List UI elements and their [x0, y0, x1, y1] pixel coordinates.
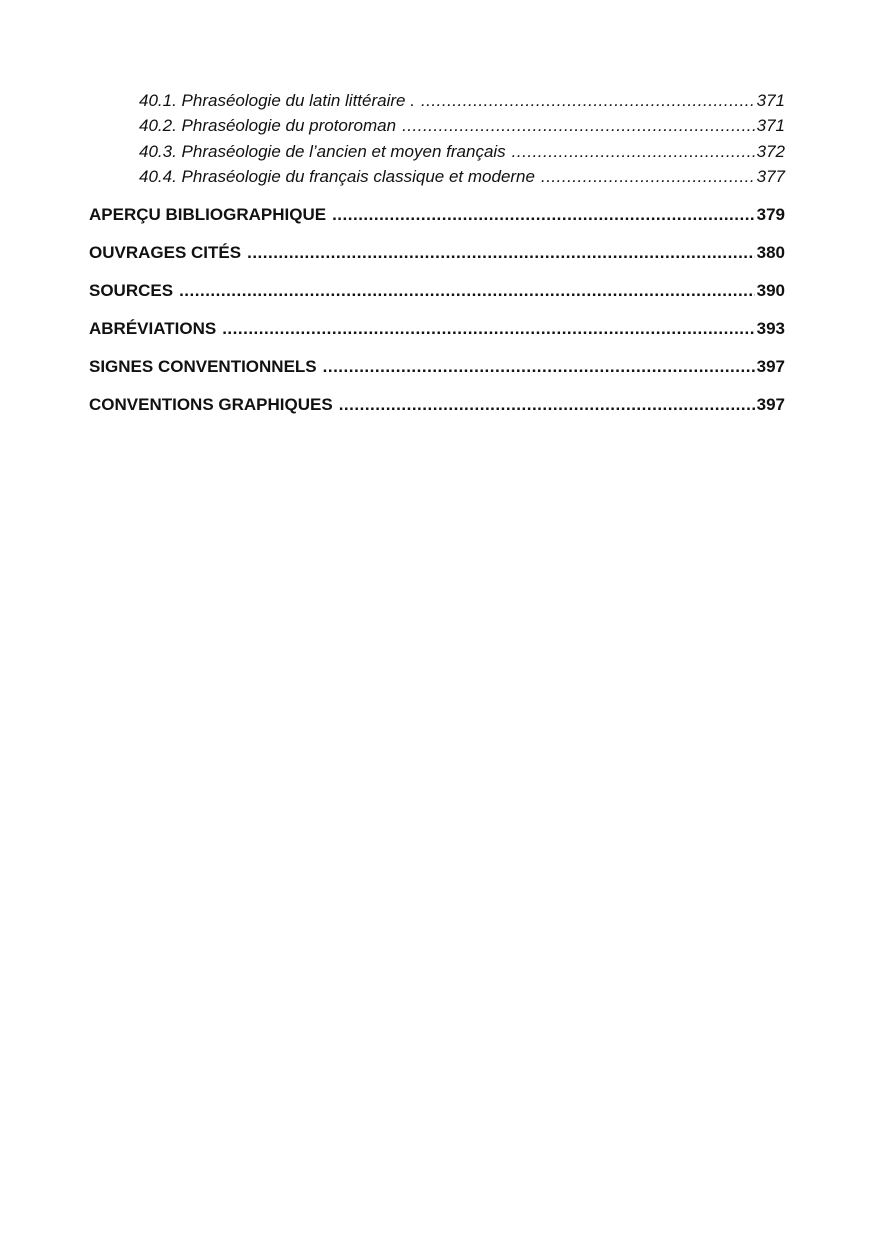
- dot-leader: [512, 139, 755, 164]
- toc-entry-title: SOURCES: [89, 281, 174, 301]
- table-of-contents: [89, 88, 785, 424]
- toc-entry-title: APERÇU BIBLIOGRAPHIQUE: [89, 205, 327, 225]
- toc-entry-40-3[interactable]: [139, 139, 785, 164]
- toc-entry-title: 40.4. Phraséologie du français classique et moderne: [139, 166, 535, 186]
- dot-leader: [421, 88, 755, 113]
- toc-entry-signes-conventionnels[interactable]: [89, 348, 785, 386]
- toc-entry-page: 371: [756, 116, 785, 136]
- dot-leader: [402, 113, 755, 138]
- toc-entry-page: 379: [756, 205, 785, 225]
- toc-entry-ouvrages-cites[interactable]: [89, 234, 785, 272]
- dot-leader: [323, 348, 755, 386]
- toc-entry-title: SIGNES CONVENTIONNELS: [89, 357, 317, 377]
- toc-entry-page: 372: [756, 141, 785, 161]
- toc-entry-title: 40.1. Phraséologie du latin littéraire .: [139, 91, 415, 110]
- toc-entry-apercu-bibliographique[interactable]: [89, 196, 785, 234]
- toc-entry-page: 393: [756, 319, 785, 339]
- dot-leader: [541, 164, 755, 189]
- toc-entry-sources[interactable]: [89, 272, 785, 310]
- toc-entry-title: ABRÉVIATIONS: [89, 319, 217, 339]
- toc-entry-40-2[interactable]: [139, 113, 785, 138]
- toc-entry-40-4[interactable]: [139, 164, 785, 189]
- toc-entry-page: 377: [756, 166, 785, 186]
- toc-entry-title: OUVRAGES CITÉS: [89, 243, 242, 263]
- toc-entry-page: 371: [756, 91, 785, 110]
- dot-leader: [222, 310, 754, 348]
- dot-leader: [332, 196, 755, 234]
- toc-entry-page: 380: [756, 243, 785, 263]
- dot-leader: [247, 234, 755, 272]
- dot-leader: [339, 386, 755, 424]
- toc-entry-page: 390: [756, 281, 785, 301]
- toc-entry-page: 397: [756, 395, 785, 415]
- toc-entry-title: CONVENTIONS GRAPHIQUES: [89, 395, 333, 415]
- dot-leader: [179, 272, 755, 310]
- toc-entry-title: 40.2. Phraséologie du protoroman: [139, 116, 397, 136]
- toc-entry-40-1[interactable]: [139, 88, 785, 113]
- toc-entry-abreviations[interactable]: [89, 310, 785, 348]
- toc-entry-title: 40.3. Phraséologie de l’ancien et moyen français: [139, 141, 506, 161]
- toc-entry-conventions-graphiques[interactable]: [89, 386, 785, 424]
- toc-entry-page: 397: [756, 357, 785, 377]
